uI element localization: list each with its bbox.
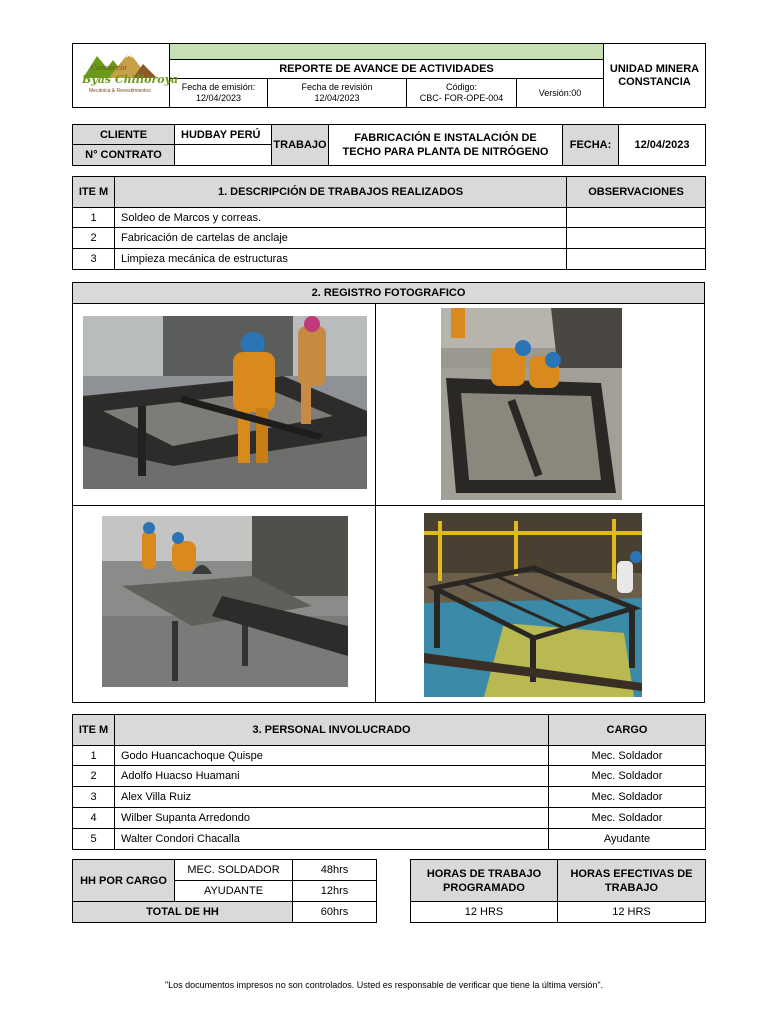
personnel-item-header: ITE M [73, 715, 115, 746]
hh-hours: 48hrs [293, 860, 377, 881]
personnel-cargo: Mec. Soldador [549, 787, 706, 808]
code-label: Código: [445, 81, 478, 92]
personnel-cargo: Mec. Soldador [549, 746, 706, 766]
contract-label: N° CONTRATO [73, 145, 175, 166]
contract-value [175, 145, 272, 166]
personnel-name: Alex Villa Ruiz [115, 787, 549, 808]
version: Versión:00 [517, 78, 604, 107]
photo-welders-kneeling [441, 308, 622, 500]
personnel-name: Adolfo Huacso Huamani [115, 766, 549, 787]
client-label: CLIENTE [73, 125, 175, 145]
hh-by-role-table [72, 859, 377, 923]
personnel-name: Wilber Supanta Arredondo [115, 808, 549, 829]
date-label: FECHA: [563, 125, 619, 166]
table-row [73, 808, 706, 829]
table-row [73, 228, 706, 249]
photo-frame-installation-image [424, 513, 642, 697]
photo-welding-frames [83, 316, 367, 489]
personnel-table [72, 714, 706, 850]
personnel-item-number: 4 [73, 808, 115, 829]
logo-text-name: Byas Chilloroya [82, 73, 179, 86]
code-cell [407, 78, 517, 107]
client-info-table [72, 124, 706, 166]
photo-welding-table-image [102, 516, 348, 687]
table-row [73, 208, 706, 228]
hh-total-label: TOTAL DE HH [73, 902, 293, 923]
photo-divider-vertical [375, 304, 376, 703]
emission-date-cell [170, 78, 268, 107]
header-green-band [170, 44, 604, 60]
effective-hours-value: 12 HRS [558, 902, 706, 923]
personnel-cargo: Ayudante [549, 829, 706, 850]
photo-welding-frames-image [83, 316, 367, 489]
date-value: 12/04/2023 [619, 125, 706, 166]
table-row [73, 746, 706, 766]
works-description: Soldeo de Marcos y correas. [115, 208, 567, 228]
table-row [73, 787, 706, 808]
revision-date-value: 12/04/2023 [314, 92, 360, 103]
table-row [73, 766, 706, 787]
document-header [72, 43, 706, 108]
observations-header: OBSERVACIONES [567, 177, 706, 208]
unit-name: UNIDAD MINERA CONSTANCIA [604, 44, 706, 108]
works-observation [567, 228, 706, 249]
personnel-name: Godo Huancachoque Quispe [115, 746, 549, 766]
logo-text-tagline: Mecánica & Revestimientos [89, 88, 151, 94]
works-item-number: 1 [73, 208, 115, 228]
photo-frame-installation [424, 513, 642, 697]
company-logo [73, 44, 179, 108]
table-row [73, 249, 706, 270]
works-table [72, 176, 706, 270]
logo-text-consorcio: Consorcio [91, 64, 127, 72]
personnel-item-number: 2 [73, 766, 115, 787]
revision-date-cell [268, 78, 407, 107]
photo-welders-kneeling-image [441, 308, 622, 500]
report-title: REPORTE DE AVANCE DE ACTIVIDADES [170, 60, 604, 78]
works-description: Limpieza mecánica de estructuras [115, 249, 567, 270]
photo-divider-horizontal [73, 505, 704, 506]
emission-date-label: Fecha de emisión: [181, 81, 256, 92]
hh-role: MEC. SOLDADOR [175, 860, 293, 881]
table-row [73, 829, 706, 850]
works-item-number: 3 [73, 249, 115, 270]
scheduled-hours-value: 12 HRS [411, 902, 558, 923]
photo-register [72, 282, 705, 703]
personnel-cargo: Mec. Soldador [549, 766, 706, 787]
emission-date-value: 12/04/2023 [195, 92, 242, 103]
personnel-item-number: 5 [73, 829, 115, 850]
works-title: 1. DESCRIPCIÓN DE TRABAJOS REALIZADOS [115, 177, 567, 208]
works-item-number: 2 [73, 228, 115, 249]
personnel-item-number: 3 [73, 787, 115, 808]
work-label: TRABAJO [272, 125, 329, 166]
works-item-header: ITE M [73, 177, 115, 208]
works-description: Fabricación de cartelas de anclaje [115, 228, 567, 249]
table-row [73, 902, 377, 923]
personnel-name: Walter Condori Chacalla [115, 829, 549, 850]
hh-total-value: 60hrs [293, 902, 377, 923]
personnel-cargo: Mec. Soldador [549, 808, 706, 829]
personnel-item-number: 1 [73, 746, 115, 766]
code-value: CBC- FOR-OPE-004 [419, 92, 504, 103]
effective-hours-label: HORAS EFECTIVAS DE TRABAJO [558, 860, 706, 902]
hh-role: AYUDANTE [175, 881, 293, 902]
work-hours-table [410, 859, 706, 923]
photo-register-title: 2. REGISTRO FOTOGRAFICO [73, 283, 704, 304]
work-value: FABRICACIÓN E INSTALACIÓN DE TECHO PARA PLANTA DE NITRÓGENO [329, 125, 563, 166]
photo-welding-table [102, 516, 348, 687]
personnel-title: 3. PERSONAL INVOLUCRADO [115, 715, 549, 746]
cargo-header: CARGO [549, 715, 706, 746]
works-observation [567, 249, 706, 270]
works-observation [567, 208, 706, 228]
scheduled-hours-label: HORAS DE TRABAJO PROGRAMADO [411, 860, 558, 902]
client-value: HUDBAY PERÚ [175, 125, 272, 145]
hh-by-role-label: HH POR CARGO [73, 860, 175, 902]
hh-hours: 12hrs [293, 881, 377, 902]
revision-date-label: Fecha de revisión [301, 81, 373, 92]
footer-disclaimer: "Los documentos impresos no son controlados. Usted es responsable de verificar que tiene la última versión". [164, 980, 604, 990]
table-row [73, 860, 377, 881]
